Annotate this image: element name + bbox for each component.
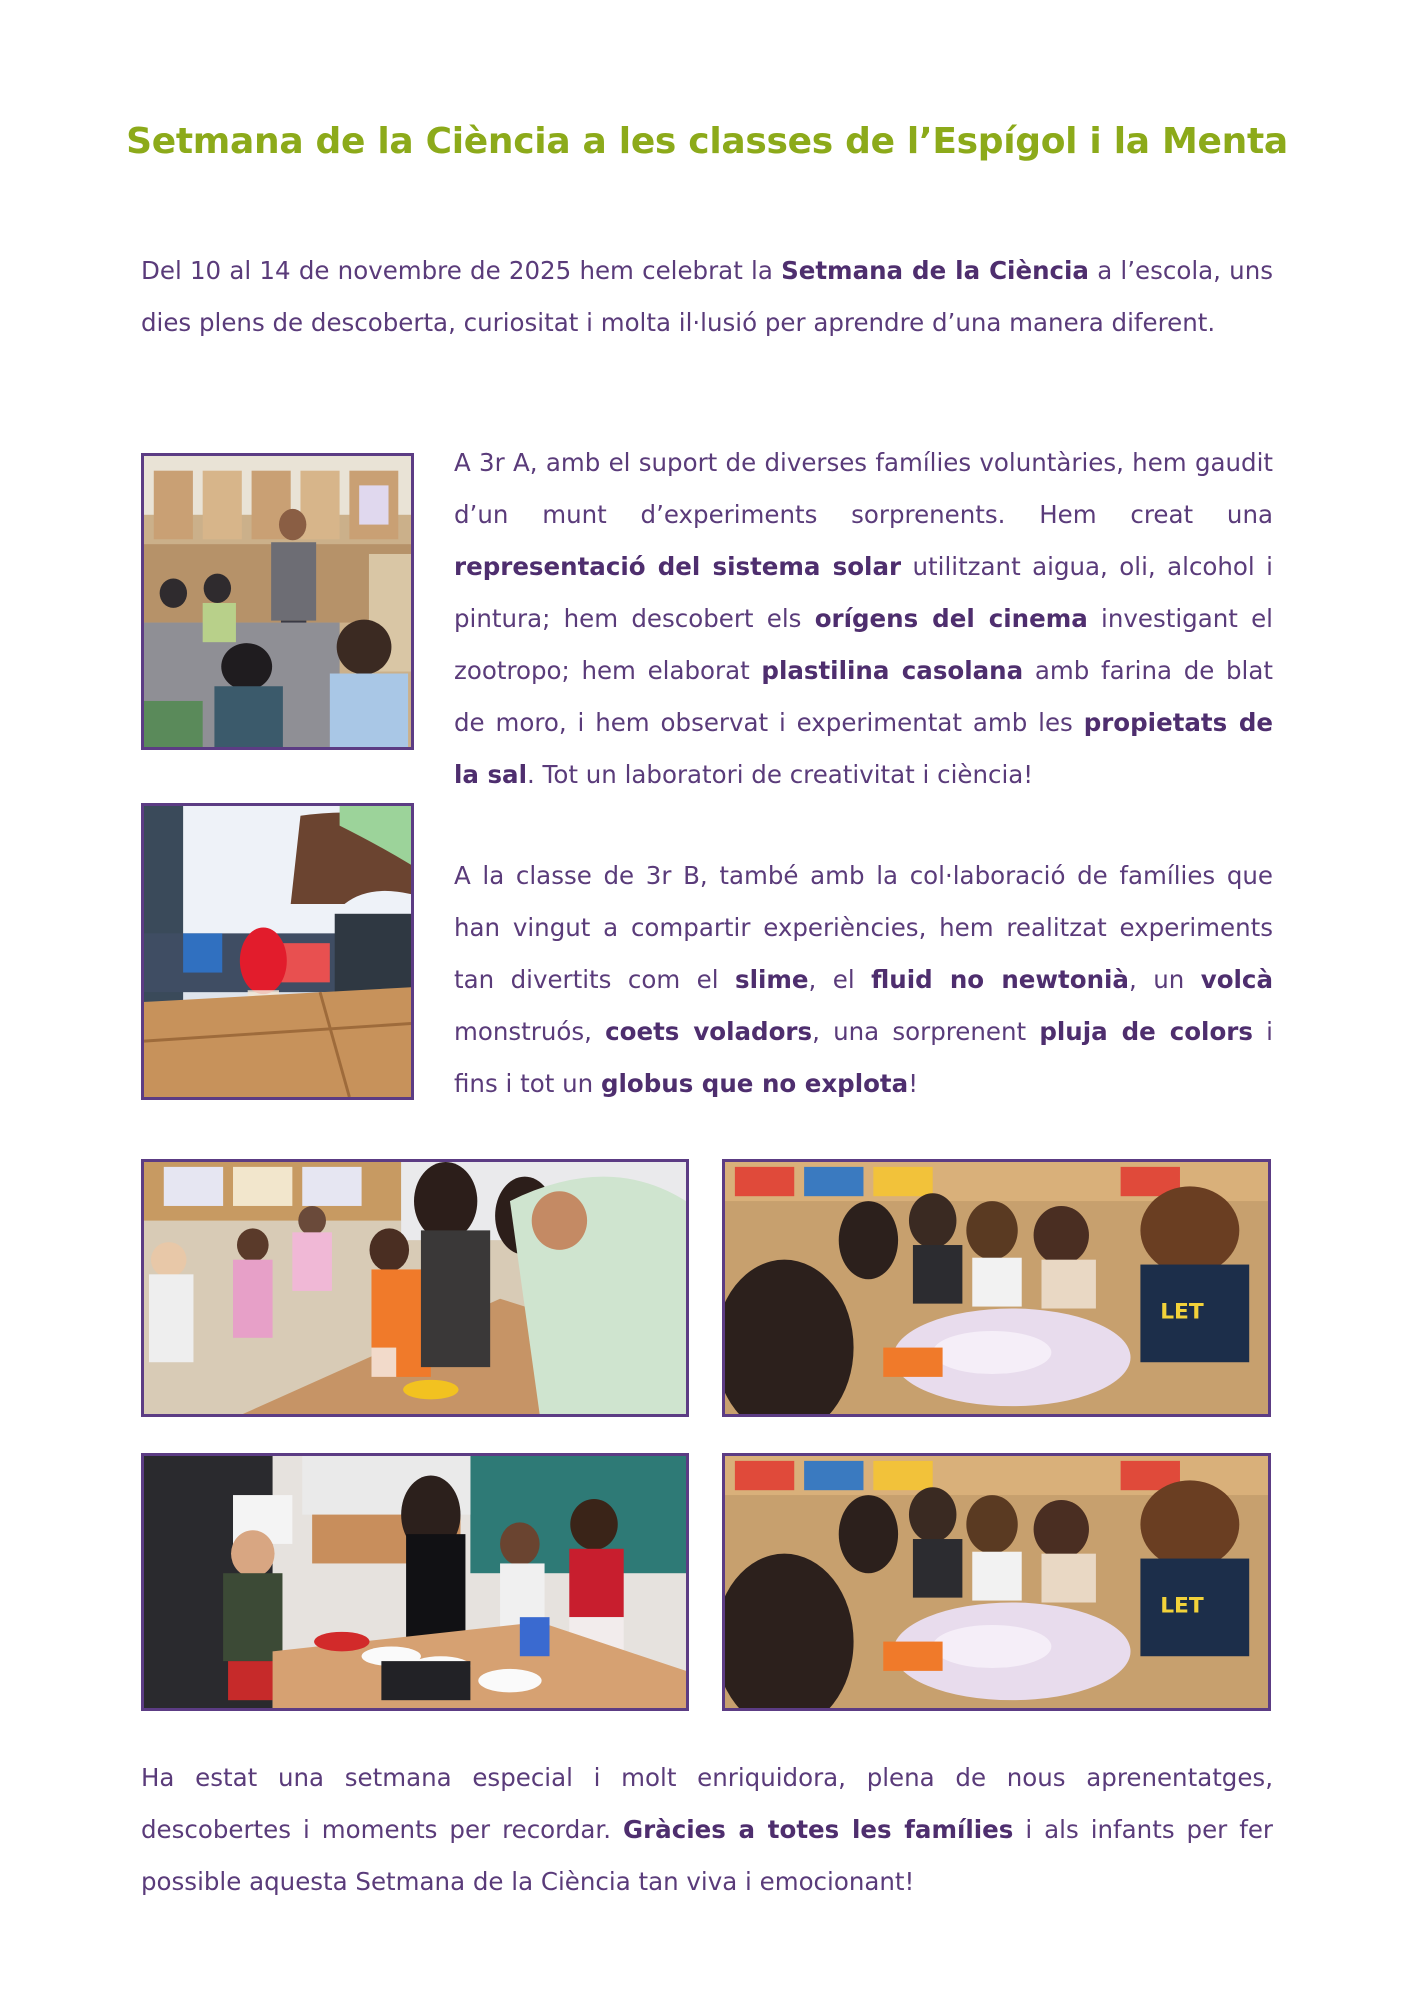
slime-experiment-photo-2 (722, 1453, 1271, 1711)
balloon-experiment-photo (141, 803, 414, 1100)
slime-experiment-photo-1 (722, 1159, 1271, 1417)
classroom-photo-3a (141, 453, 414, 750)
class-3a-paragraph: A 3r A, amb el suport de diverses famílies voluntàries, hem gaudit d’un munt d’experiments sorprenents. Hem creat una representació del sistema solar utilitzant aigua, oli, alcohol i pintura; hem descobert els orígens del cinema investigant el zootropo; hem elaborat plastilina casolana amb farina de blat de moro, i hem observat i experimentat amb les propietats de la sal. Tot un laboratori de creativitat i ciència! (454, 448, 1273, 789)
svg-text:LET: LET (1160, 1299, 1204, 1325)
class-3b-paragraph: A la classe de 3r B, també amb la col·laboració de famílies que han vingut a compartir experiències, hem realitzat experiments tan divertits com el slime, el fluid no newtonià, un volcà monstruós, coets voladors, una sorprenent pluja de colors i fins i tot un globus que no explota! (454, 861, 1273, 1098)
salt-experiment-photo (141, 1453, 689, 1711)
svg-text:LET: LET (1160, 1593, 1204, 1619)
intro-paragraph: Del 10 al 14 de novembre de 2025 hem celebrat la Setmana de la Ciència a l’escola, uns dies plens de descoberta, curiositat i molta il·lusió per aprendre d’una manera diferent. (141, 256, 1273, 337)
page-title: Setmana de la Ciència a les classes de l’Espígol i la Menta (126, 121, 1288, 162)
experiment-table-photo (141, 1159, 689, 1417)
closing-paragraph: Ha estat una setmana especial i molt enriquidora, plena de nous aprenentatges, descobertes i moments per recordar. Gràcies a totes les famílies i als infants per fer possible aquesta Setmana de la Ciència tan viva i emocionant! (141, 1763, 1274, 1896)
